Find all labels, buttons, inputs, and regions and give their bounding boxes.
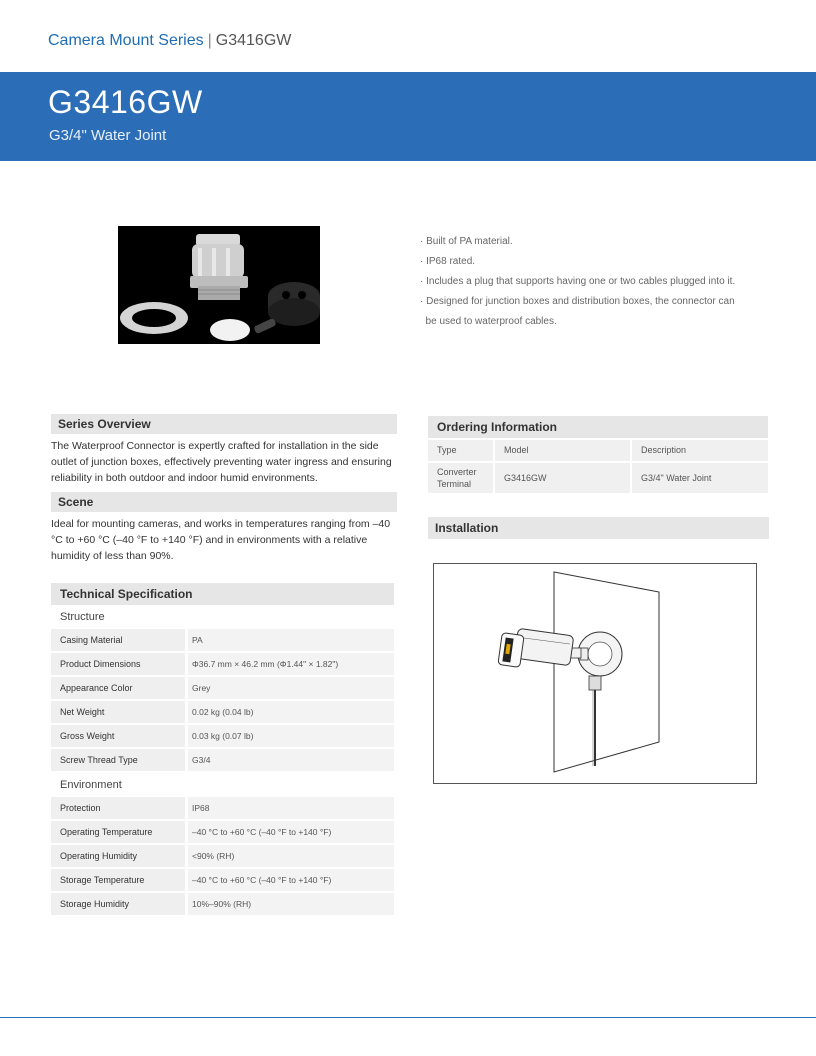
- spec-value: –40 °C to +60 °C (–40 °F to +140 °F): [188, 869, 394, 891]
- spec-key: Screw Thread Type: [51, 749, 185, 771]
- ordering-header-row: [428, 440, 768, 461]
- feature-item: be used to waterproof cables.: [420, 316, 557, 327]
- spec-key: Gross Weight: [51, 725, 185, 747]
- spec-key: Appearance Color: [51, 677, 185, 699]
- spec-heading: Technical Specification: [51, 583, 394, 605]
- feature-list: [420, 232, 770, 332]
- spec-row: [51, 653, 394, 675]
- feature-item: · Includes a plug that supports having one or two cables plugged into it.: [420, 276, 736, 287]
- header-separator: |: [207, 32, 212, 49]
- ordering-cell: G3416GW: [495, 463, 630, 493]
- spec-value: –40 °C to +60 °C (–40 °F to +140 °F): [188, 821, 394, 843]
- ordering-cell: Converter Terminal: [428, 463, 493, 493]
- spec-value: <90% (RH): [188, 845, 394, 867]
- footer-divider: [0, 1017, 816, 1018]
- spec-key: Operating Temperature: [51, 821, 185, 843]
- feature-item: · IP68 rated.: [420, 256, 476, 267]
- spec-value: IP68: [188, 797, 394, 819]
- spec-key: Casing Material: [51, 629, 185, 651]
- feature-item: · Designed for junction boxes and distribution boxes, the connector can: [420, 296, 735, 307]
- installation-diagram: [433, 563, 757, 784]
- series-overview-heading: Series Overview: [51, 414, 397, 434]
- spec-key: Operating Humidity: [51, 845, 185, 867]
- spec-value: G3/4: [188, 749, 394, 771]
- spec-row: [51, 677, 394, 699]
- installation-heading: Installation: [428, 517, 769, 539]
- ordering-column-header: Model: [495, 440, 630, 461]
- series-name: Camera Mount Series: [48, 32, 204, 49]
- spec-key: Storage Humidity: [51, 893, 185, 915]
- spec-row: [51, 869, 394, 891]
- scene-text: Ideal for mounting cameras, and works in temperatures ranging from –40 °C to +60 °C (–40 °F to +140 °F) and in environments with a relative humidity of less than 90%.: [51, 518, 391, 562]
- spec-row: [51, 629, 394, 651]
- spec-row: [51, 701, 394, 723]
- product-photo: [118, 226, 320, 344]
- spec-value: PA: [188, 629, 394, 651]
- spec-value: Φ36.7 mm × 46.2 mm (Φ1.44" × 1.82"): [188, 653, 394, 675]
- product-subtitle: G3/4" Water Joint: [49, 127, 167, 144]
- spec-row: [51, 893, 394, 915]
- ordering-column-header: Description: [632, 440, 768, 461]
- scene-heading: Scene: [51, 492, 397, 512]
- spec-row: [51, 749, 394, 771]
- spec-key: Storage Temperature: [51, 869, 185, 891]
- header-model: G3416GW: [215, 32, 292, 49]
- installation-drawing: [434, 564, 756, 783]
- spec-key: Protection: [51, 797, 185, 819]
- ordering-column-header: Type: [428, 440, 493, 461]
- spec-key: Net Weight: [51, 701, 185, 723]
- spec-row: [51, 821, 394, 843]
- series-overview-text: The Waterproof Connector is expertly crafted for installation in the side outlet of junction boxes, effectively preventing water ingress and ensuring reliability in both outdoor and indoor humid environments.: [51, 440, 392, 484]
- title-banner: [0, 72, 816, 161]
- ordering-cell: G3/4" Water Joint: [632, 463, 768, 493]
- feature-item: · Built of PA material.: [420, 236, 513, 247]
- product-title: G3416GW: [48, 84, 203, 120]
- ordering-information: [428, 416, 768, 493]
- table-row: [428, 463, 768, 493]
- technical-specification: [51, 583, 394, 917]
- page-header: [48, 32, 291, 50]
- spec-value: 0.02 kg (0.04 lb): [188, 701, 394, 723]
- spec-group-structure: Structure: [60, 611, 105, 623]
- spec-value: 10%–90% (RH): [188, 893, 394, 915]
- ordering-heading: Ordering Information: [428, 416, 768, 438]
- spec-row: [51, 725, 394, 747]
- spec-value: Grey: [188, 677, 394, 699]
- spec-row: [51, 797, 394, 819]
- water-joint-illustration: [118, 226, 320, 344]
- spec-key: Product Dimensions: [51, 653, 185, 675]
- spec-group-environment: Environment: [60, 779, 122, 791]
- spec-value: 0.03 kg (0.07 lb): [188, 725, 394, 747]
- spec-row: [51, 845, 394, 867]
